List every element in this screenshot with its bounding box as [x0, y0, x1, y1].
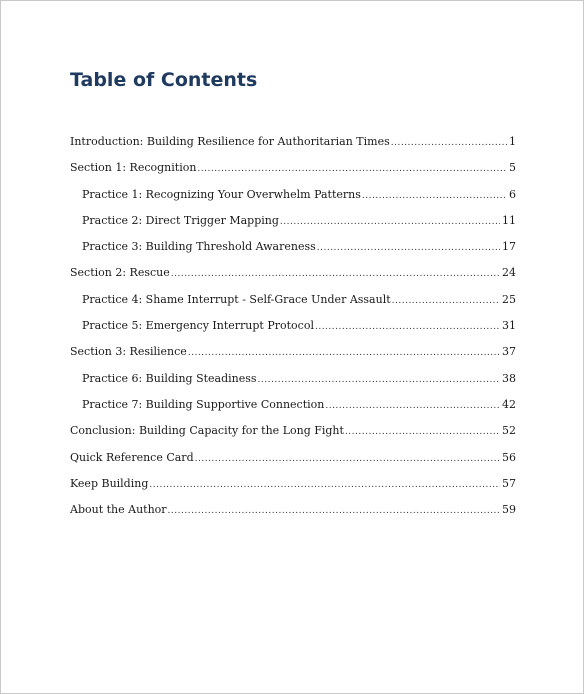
toc-entry-page: 31: [502, 319, 516, 333]
page-title: Table of Contents: [70, 69, 258, 91]
toc-entry-page: 25: [502, 292, 516, 306]
toc-entry-page: 11: [502, 213, 516, 227]
toc-entry-label: Practice 2: Direct Trigger Mapping: [82, 213, 279, 227]
toc-entry-practice-4[interactable]: [70, 293, 516, 319]
dot-leader: [197, 164, 507, 174]
toc-entry-label: Section 1: Recognition: [70, 161, 197, 175]
toc-entry-page: 1: [509, 135, 516, 148]
toc-list: [70, 135, 516, 529]
dot-leader: [392, 296, 500, 306]
dot-leader: [168, 506, 500, 516]
dot-leader: [317, 243, 500, 253]
dot-leader: [195, 454, 500, 464]
dot-leader: [345, 427, 500, 437]
toc-entry-label: Practice 4: Shame Interrupt - Self-Grace Under Assault: [82, 292, 391, 306]
toc-entry-conclusion[interactable]: [70, 424, 516, 450]
toc-entry-page: 38: [502, 371, 516, 385]
toc-entry-label: Practice 1: Recognizing Your Overwhelm Patterns: [82, 187, 361, 201]
toc-entry-page: 17: [502, 240, 516, 254]
toc-entry-section-1[interactable]: [70, 161, 516, 187]
toc-entry-page: 42: [502, 397, 516, 411]
toc-entry-label: Practice 7: Building Supportive Connection: [82, 397, 325, 411]
toc-entry-practice-6[interactable]: [70, 372, 516, 398]
toc-entry-page: 57: [502, 476, 516, 490]
dot-leader: [258, 375, 500, 385]
toc-entry-page: 5: [509, 161, 516, 175]
dot-leader: [362, 191, 507, 201]
toc-entry-quick-reference[interactable]: [70, 451, 516, 477]
toc-entry-practice-2[interactable]: [70, 214, 516, 240]
toc-entry-page: 56: [502, 450, 516, 464]
toc-entry-page: 6: [509, 187, 516, 201]
toc-entry-about-author[interactable]: [70, 503, 516, 529]
toc-entry-label: Section 2: Rescue: [70, 266, 170, 280]
toc-entry-section-3[interactable]: [70, 345, 516, 371]
toc-entry-label: Keep Building: [70, 476, 149, 490]
toc-entry-section-2[interactable]: [70, 266, 516, 292]
dot-leader: [171, 269, 500, 279]
toc-entry-practice-5[interactable]: [70, 319, 516, 345]
toc-entry-label: Practice 5: Emergency Interrupt Protocol: [82, 319, 314, 333]
toc-entry-page: 24: [502, 266, 516, 280]
toc-entry-label: Introduction: Building Resilience for Authoritarian Times: [70, 135, 390, 148]
toc-entry-practice-3[interactable]: [70, 240, 516, 266]
toc-entry-label: Practice 3: Building Threshold Awareness: [82, 240, 316, 254]
toc-entry-practice-7[interactable]: [70, 398, 516, 424]
toc-entry-page: 37: [502, 345, 516, 359]
dot-leader: [391, 138, 507, 148]
toc-entry-label: About the Author: [70, 503, 167, 517]
toc-entry-label: Quick Reference Card: [70, 450, 194, 464]
toc-entry-introduction[interactable]: [70, 135, 516, 161]
dot-leader: [280, 217, 500, 227]
dot-leader: [188, 348, 500, 358]
toc-entry-page: 52: [502, 424, 516, 438]
toc-entry-label: Conclusion: Building Capacity for the Long Fight: [70, 424, 344, 438]
toc-entry-label: Section 3: Resilience: [70, 345, 187, 359]
dot-leader: [325, 401, 500, 411]
dot-leader: [149, 480, 500, 490]
toc-entry-label: Practice 6: Building Steadiness: [82, 371, 257, 385]
toc-entry-practice-1[interactable]: [70, 188, 516, 214]
toc-entry-keep-building[interactable]: [70, 477, 516, 503]
toc-entry-page: 59: [502, 503, 516, 517]
dot-leader: [315, 322, 500, 332]
